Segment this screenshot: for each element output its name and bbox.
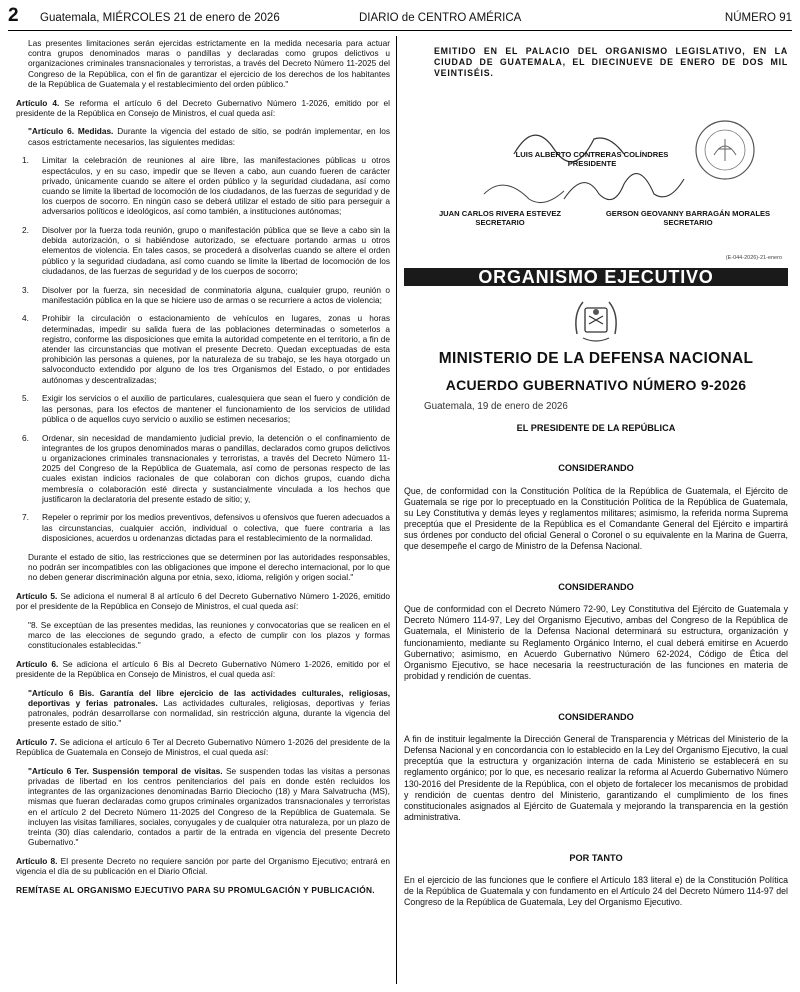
ministry-title: MINISTERIO DE LA DEFENSA NACIONAL: [438, 350, 754, 368]
measure-item: 7. Repeler o reprimir por los medios preventivos, defensivos u ofensivos que fueren adecuados a las circunstancias, cualquier acción, individual o colectiva, que fuere contraria a las disposiciones, acuerdos u ordenanzas dictadas para el restablecimiento de la normalidad.: [22, 512, 390, 543]
considerando-3: A fin de instituir legalmente la Dirección General de Transparencia y Métricas del Ministerio de la Defensa Nacional y en concordancia con lo establecido en la Ley del Organismo Ejecutivo, la cual preceptúa que la estructura y organización interna de cada Ministerio se establecerá en su reglamento orgánico; por lo que, es necesario realizar la reforma al Acuerdo Gubernativo Número 130-2016 del Presidente de la República, con el objeto de fortalecer los mecanismos de probidad y rendición de cuentas dentro del Ministerio, garantizando el cumplimiento de los fines constitucionales asignados al Ejército de Guatemala y mejorando la transparencia en la gestión administrativa.: [404, 734, 788, 822]
considerando-heading: CONSIDERANDO: [558, 711, 634, 722]
por-tanto-text: En el ejercicio de las funciones que le confiere el Artículo 183 literal e) de la Constitución Política de la República de Guatemala y con fundamento en el Artículo 24 del Decreto Número 114-97 del Congreso de la República de Guatemala, Ley del Organismo Ejecutivo.: [404, 875, 788, 908]
measure-item: 2. Disolver por la fuerza toda reunión, grupo o manifestación pública que se lleve a cabo sin la debida autorización, o si habiéndose autorizado, se efectuare portando armas u otros elementos de violencia. En tales casos, se procederá a disolverlas cuando se altere el orden público y la seguridad ciudadana, así como cuando se limite la libertad de locomoción de los ciudadanos, de las fuerzas de seguridad y de los cuerpos de socorro;: [22, 225, 390, 276]
signatory-president: LUIS ALBERTO CONTRERAS COLÍNDRES PRESIDENTE: [515, 150, 669, 169]
considerando-2: Que de conformidad con el Decreto Número 72-90, Ley Constitutiva del Ejército de Guatemala y Decreto Número 114-97, Ley del Organismo Ejecutivo, ambas del Congreso de la República de Guatemala, el Ministerio de la Defensa Nacional determinará su estructura, organización y funcionamiento, mediante su Reglamento Orgánico Interno, el cual deberá emitirse en Acuerdo Gubernativo; asimismo, en Acuerdo Gubernativo Número 62-2024, Código de Ética del Organismo Ejecutivo, se hace necesaria la reestructuración de las funciones en materia de probidad y rendición de cuentas.: [404, 604, 788, 681]
section-banner: ORGANISMO EJECUTIVO: [404, 268, 788, 286]
article-4: Artículo 4. Se reforma el artículo 6 del Decreto Gubernativo Número 1-2026, emitido por el presidente de la República en Consejo de Ministros, el cual queda así:: [16, 97, 390, 118]
header-date: Guatemala, MIÉRCOLES 21 de enero de 2026: [40, 12, 280, 24]
considerando-heading: CONSIDERANDO: [558, 463, 634, 474]
page-header: [8, 6, 792, 31]
considerando-heading: CONSIDERANDO: [558, 582, 634, 593]
measure-item: 5. Exigir los servicios o el auxilio de particulares, cualesquiera que sean el fuero y condición de las personas, para los efectos de mantener el funcionamiento de los servicios de utilidad pública o de aquellos cuyo servicio o auxilio se estimen necesarios;: [22, 393, 390, 424]
during-paragraph: Durante el estado de sitio, las restricciones que se determinen por las autoridades responsables, no podrán ser incompatibles con las obligaciones que impone el derecho internacional, por lo que no deben generar discriminación alguna por etnia, sexo, idioma, religión y origen social.": [28, 551, 390, 582]
article-8: Artículo 8. El presente Decreto no requiere sanción por parte del Organismo Ejecutivo; entrará en vigencia el día de su publicación en el Diario Oficial.: [16, 855, 390, 877]
article-7: Artículo 7. Se adiciona el artículo 6 Ter al Decreto Gubernativo Número 1-2026 del presidente de la República de Guatemala en Consejo de Ministros, el cual queda así:: [16, 736, 390, 758]
considerando-1: Que, de conformidad con la Constitución Política de la República de Guatemala, el Ejército de Guatemala se rige por lo preceptuado en la Constitución Política de la República de Guatemala, su Ley Constitutiva y demás leyes y reglamentos militares; asimismo, la referida norma Suprema preceptúa que el Presidente de la República es el Comandante General del Ejército e impartirá sus órdenes por conducto del oficial General o Coronel o su equivalente en la Marina de Guerra, que desempeñe el cargo de Ministro de la Defensa Nacional.: [404, 485, 788, 551]
measure-item: 3. Disolver por la fuerza, sin necesidad de conminatoria alguna, cualquier grupo, reunión o manifestación pública en la que se hiciere uso de armas o se recurriere a actos de violencia;: [22, 284, 390, 305]
column-divider: [396, 36, 397, 984]
article-6-ter: "Artículo 6 Ter. Suspensión temporal de visitas. Se suspenden todas las visitas a personas privadas de libertad en los centros penitenciarios del país en donde estén recluidos los integrantes de las organizaciones denominadas Barrio Dieciocho (18) y Mara Salvatrucha (MS), mismas que fueran declaradas como grupos criminales organizados transnacionales y terroristas en el artículo 2 del Decreto Número 11-2025 del Congreso de la República de Guatemala. Se incluyen las visitas familiares, sociales, conyugales y de cualquier otra naturaleza, por un plazo de treinta (30) días calendario, contados a partir de la entrada en vigencia del presente Decreto Gubernativo.": [28, 765, 390, 848]
measure-item: 6. Ordenar, sin necesidad de mandamiento judicial previo, la detención o el confinamiento de integrantes de los grupos denominados maras o pandillas, declarados como grupos delictivos u organizaciones criminales transnacionales y terroristas, a través del Decreto Número 11-2025 del Congreso de la República de Guatemala, así como de personas respecto de las cuales existan indicios racionales de que colaboran con dichos grupos, cuando dicha membresía o colaboración esté directa y sustancialmente vinculada a los hechos que justificaron la declaratoria del presente estado de sitio; y,: [22, 432, 390, 504]
measure-item: 1. Limitar la celebración de reuniones al aire libre, las manifestaciones públicas u otros espectáculos, y en su caso, impedir que se lleven a cabo, aun cuando fueren de carácter privado, únicamente cuando se altere el orden público y la seguridad ciudadana, así como cuando se limite la libertad de locomoción de los ciudadanos, de las fuerzas de seguridad y de los cuerpos de socorro. En ningún caso se deberá utilizar el estado de sitio para perseguir a adversarios políticos e ideológicos, así como también, a instituciones autónomas;: [22, 155, 390, 217]
numeral-8: "8. Se exceptúan de las presentes medidas, las reuniones y convocatorias que se realicen en el marco de las elecciones de segundo grado, a efecto de cumplir con los plazos y formas constitucionales establecidas.": [28, 619, 390, 650]
decree-title: ACUERDO GUBERNATIVO NÚMERO 9-2026: [445, 376, 747, 393]
article-6-bis-intro: Artículo 6. Se adiciona el artículo 6 Bis al Decreto Gubernativo Número 1-2026, emitido por el presidente de la República en Consejo de Ministros, el cual queda así:: [16, 658, 390, 679]
por-tanto-heading: POR TANTO: [569, 852, 623, 863]
signatory-secretary-1: JUAN CARLOS RIVERA ESTEVEZ SECRETARIO: [438, 209, 562, 228]
article-6-measures: "Artículo 6. Medidas. Durante la vigencia del estado de sitio, se podrán implementar, en los casos estrictamente necesarios, las siguientes medidas:: [28, 126, 390, 147]
publication-reference: (E-044-2026)-21-enero: [725, 255, 782, 262]
issue-number: NÚMERO 91: [724, 12, 792, 24]
signatory-secretary-2: GERSON GEOVANNY BARRAGÁN MORALES SECRETARIO: [605, 209, 771, 228]
left-column: [16, 38, 390, 984]
page-number: 2: [8, 5, 19, 26]
newspaper-name: DIARIO de CENTRO AMÉRICA: [359, 12, 522, 24]
decree-date: Guatemala, 19 de enero de 2026: [424, 400, 568, 412]
coat-of-arms-icon: [569, 294, 623, 348]
remit-statement: REMÍTASE AL ORGANISMO EJECUTIVO PARA SU PROMULGACIÓN Y PUBLICACIÓN.: [16, 884, 375, 895]
article-6-bis: "Artículo 6 Bis. Garantía del libre ejercicio de las actividades culturales, religiosas, deportivas y ferias patronales. Las actividades culturales, religiosas, deportivas y ferias patronales, podrán desarrollarse con normalidad, sin restricción alguna, durante la vigencia del presente estado de sitio.": [28, 687, 390, 729]
signature-block: [404, 79, 788, 262]
emitido-statement: EMITIDO EN EL PALACIO DEL ORGANISMO LEGISLATIVO, EN LA CIUDAD DE GUATEMALA, EL DIECINUEVE DE ENERO DE DOS MIL VEINTISÉIS.: [434, 46, 788, 79]
article-5: Artículo 5. Se adiciona el numeral 8 al artículo 6 del Decreto Gubernativo Número 1-2026, emitido por el presidente de la República en Consejo de Ministros, el cual queda así:: [16, 590, 390, 611]
intro-paragraph: Las presentes limitaciones serán ejercidas estrictamente en la medida necesaria para actuar contra grupos denominados maras o pandillas y declaradas como grupos delictivos u organizaciones criminales transnacionales y terroristas, a través del Decreto Número 11-2025 del Congreso de la República, con el fin de garantizar el ejercicio de los derechos de los habitantes de la República de Guatemala y el restablecimiento del orden público.": [28, 38, 390, 89]
president-heading: EL PRESIDENTE DE LA REPÚBLICA: [516, 423, 676, 434]
right-column: [404, 38, 788, 984]
measure-item: 4. Prohibir la circulación o estacionamiento de vehículos en lugares, zonas u horas determinadas, impedir su salida fuera de las poblaciones determinadas o someterlos a registro, conforme las disposiciones que emita la autoridad competente en el territorio, a fin de atender las circunstancias que motivan el presente Decreto. Quedan exceptuadas de esta prohibición las personas a quienes, por la naturaleza de su trabajo, se les haya otorgado un salvoconducto extendido por alguno de los tres Organismos del Estado, o por entidades autónomas y descentralizadas;: [22, 313, 390, 385]
